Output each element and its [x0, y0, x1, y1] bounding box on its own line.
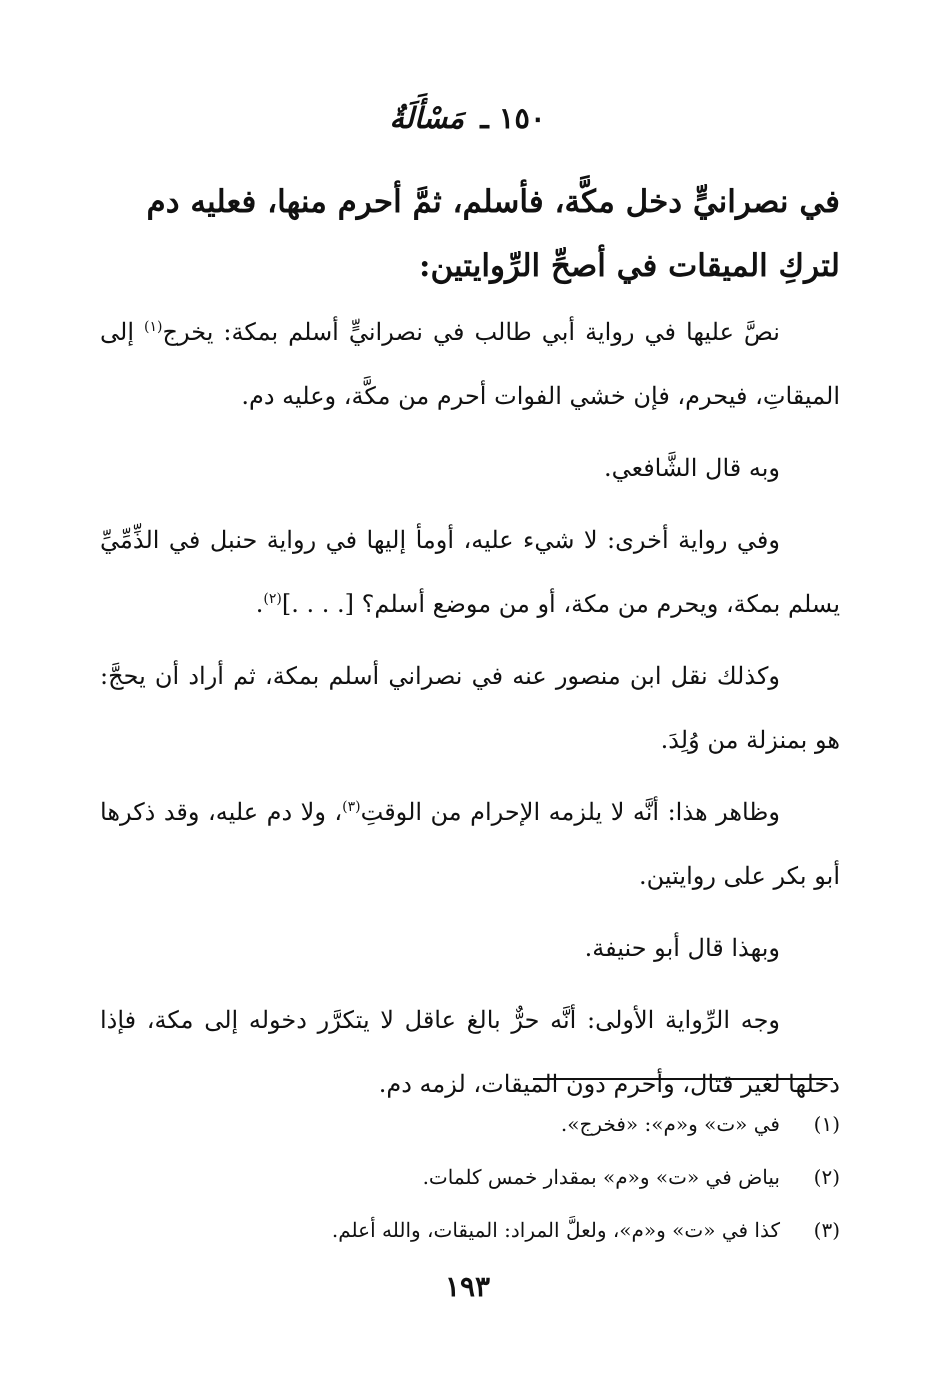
- paragraph: [100, 436, 840, 500]
- issue-title: [100, 170, 840, 298]
- paragraph-text: وكذلك نقل ابن منصور عنه في نصراني أسلم بمكة، ثم أراد أن يحجَّ: هو بمنزلة من وُلِدَ.: [100, 662, 840, 754]
- issue-title-line: لتركِ الميقات في أصحِّ الرِّوايتين:: [419, 248, 840, 284]
- footnote-number: (٢): [813, 1165, 840, 1189]
- footnote-text: في «ت» و«م»: «فخرج».: [560, 1112, 780, 1136]
- issue-number: ١٥٠ ـ: [480, 101, 546, 135]
- paragraph-text: وبهذا قال أبو حنيفة.: [584, 934, 780, 962]
- footnote: [100, 1204, 840, 1257]
- paragraph-text: نصَّ عليها في رواية أبي طالب في نصرانيٍّ أسلم بمكة: يخرج: [162, 318, 780, 346]
- paragraph-text: وفي رواية أخرى: لا شيء عليه، أومأ إليها في رواية حنبل في الذِّمِّيِّ يسلم بمكة، ويحرم من مكة، أو من موضع أسلم؟ [. . . .]: [100, 526, 840, 618]
- footnote: [100, 1151, 840, 1204]
- paragraph-text: وبه قال الشَّافعي.: [603, 454, 780, 482]
- footnote: [100, 1098, 840, 1151]
- footnote-number: (١): [813, 1112, 840, 1136]
- paragraph: [100, 508, 840, 636]
- paragraph: [100, 780, 840, 908]
- page-number: ١٩٣: [444, 1270, 491, 1303]
- issue-title-line: في نصرانيٍّ دخل مكَّة، فأسلم، ثمَّ أحرم منها، فعليه دم: [146, 184, 840, 220]
- paragraph: [100, 644, 840, 772]
- paragraph-text: وجه الرِّواية الأولى: أنَّه حرٌّ بالغ عاقل لا يتكرَّر دخوله إلى مكة، فإذا دخلها لغير قتال، وأحرم دون الميقات، لزمه دم.: [100, 1006, 840, 1098]
- body-text: [100, 300, 840, 1124]
- paragraph: [100, 916, 840, 980]
- footnote-marker: (١): [144, 319, 163, 335]
- issue-word: مَسْأَلَةٌ: [389, 101, 465, 135]
- footnotes: [100, 1098, 840, 1257]
- paragraph-text: إلى الميقاتِ، فيحرم، فإن خشي الفوات أحرم من مكَّة، وعليه دم.: [100, 318, 840, 410]
- paragraph: [100, 988, 840, 1116]
- paragraph-text: وظاهر هذا: أنَّه لا يلزمه الإحرام من الوقتِ: [360, 798, 780, 826]
- issue-heading: [0, 98, 935, 138]
- footnote-marker: (٣): [342, 799, 361, 815]
- paragraph-text: .: [255, 590, 264, 618]
- footnote-text: كذا في «ت» و«م»، ولعلَّ المراد: الميقات، والله أعلم.: [331, 1218, 780, 1242]
- paragraph: [100, 300, 840, 428]
- footnote-divider: [533, 1078, 833, 1080]
- footnote-text: بياض في «ت» و«م» بمقدار خمس كلمات.: [422, 1165, 780, 1189]
- paragraph-text: ، ولا دم عليه، وقد ذكرها أبو بكر على روايتين.: [100, 798, 840, 890]
- footnote-number: (٣): [813, 1218, 840, 1242]
- footnote-marker: (٢): [263, 591, 282, 607]
